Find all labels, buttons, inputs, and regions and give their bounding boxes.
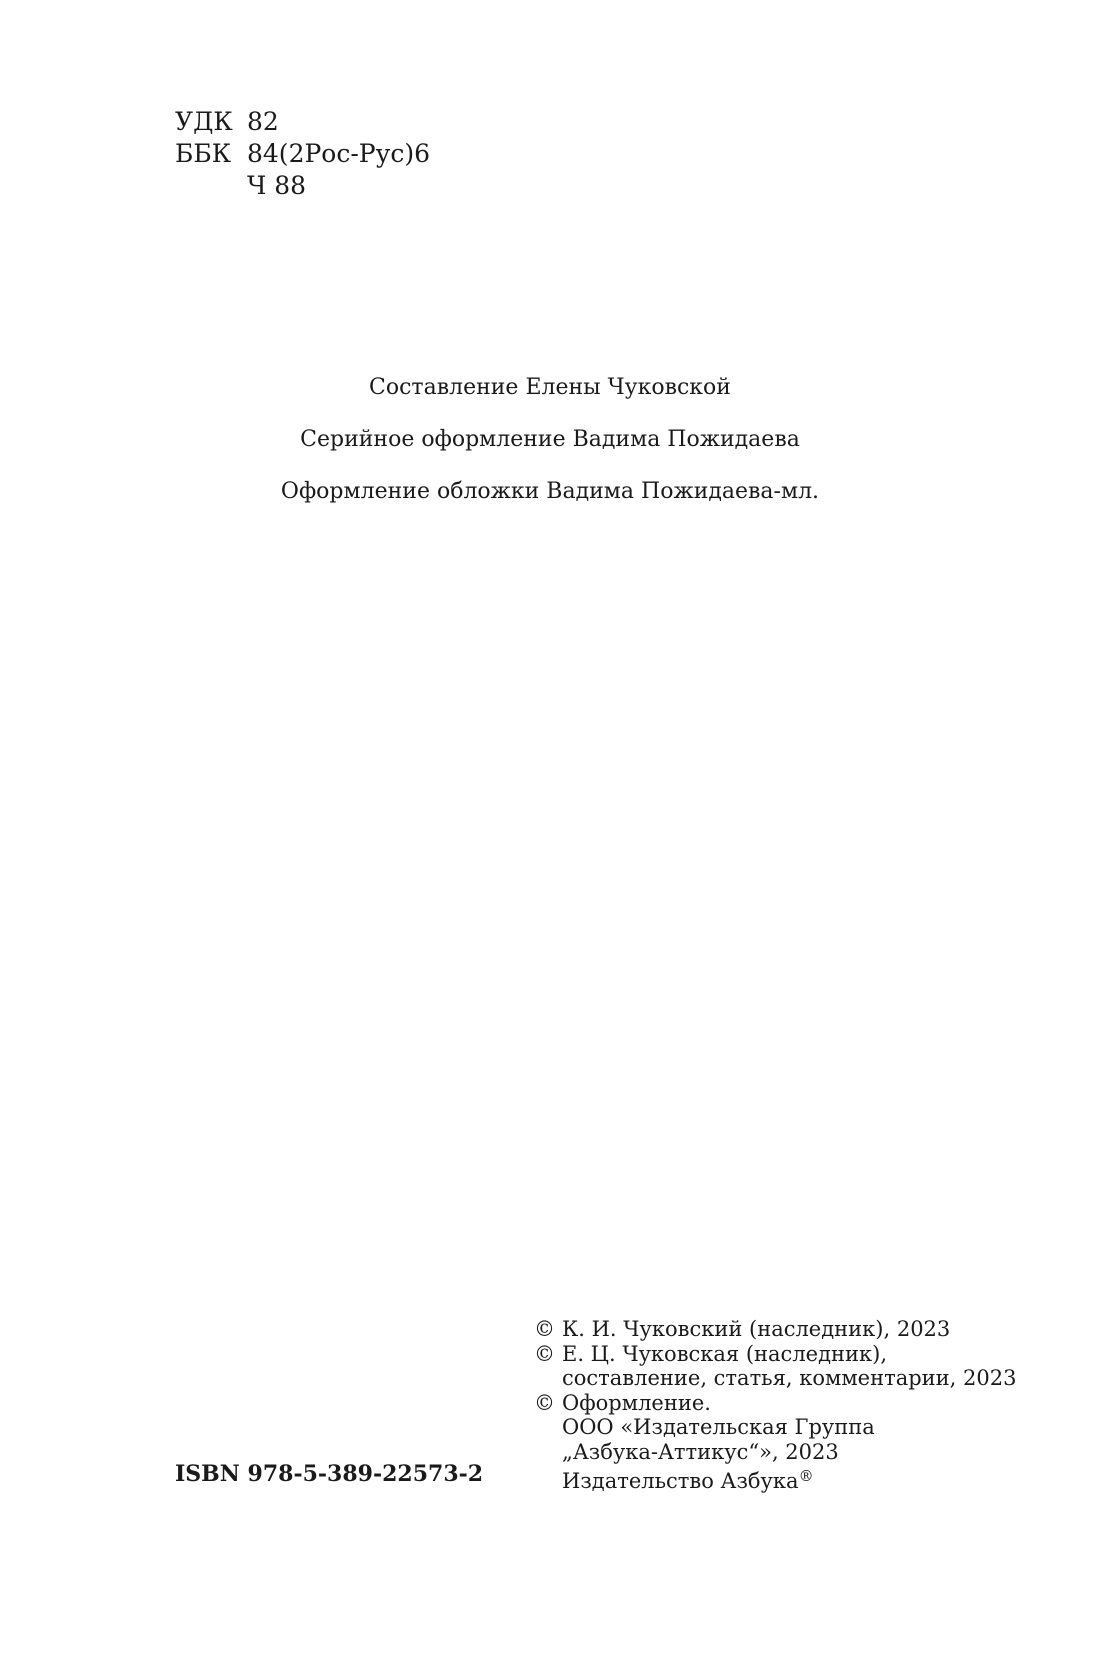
publisher-group-line: ООО «Издательская Группа — [562, 1415, 875, 1439]
bbk-row — [175, 138, 430, 170]
isbn: ISBN 978-5-389-22573-2 — [175, 1461, 484, 1487]
compiler-credit: Составление Елены Чуковской — [369, 375, 731, 400]
author-mark-value: Ч 88 — [247, 171, 307, 200]
copyright-entry-2 — [534, 1342, 1016, 1367]
copyright-block — [534, 1317, 1016, 1494]
copyright-symbol: © — [534, 1341, 555, 1366]
publisher-name-line: „Азбука-Аттикус“», 2023 — [562, 1439, 839, 1464]
udk-label: УДК — [175, 107, 233, 136]
series-design-credit: Серийное оформление Вадима Пожидаева — [300, 427, 800, 452]
publisher-imprint-line — [534, 1464, 1016, 1494]
cover-design-credit: Оформление обложки Вадима Пожидаева-мл. — [280, 479, 820, 504]
copyright-entry-1 — [534, 1317, 1016, 1342]
registered-trademark-mark: ® — [798, 1467, 814, 1485]
udk-value: 82 — [247, 107, 279, 136]
copyright-symbol: © — [534, 1317, 555, 1341]
copyright-entry-2-text: Е. Ц. Чуковская (наследник), — [562, 1341, 888, 1366]
copyright-entry-2-continuation: составление, статья, комментарии, 2023 — [562, 1366, 1017, 1390]
copyright-symbol: © — [534, 1390, 555, 1415]
publisher-imprint-text: Издательство Азбука — [562, 1469, 799, 1493]
bbk-label: ББК — [175, 139, 232, 168]
credits-block — [0, 372, 1100, 528]
author-mark-label — [175, 170, 247, 202]
author-mark-row — [175, 170, 430, 202]
copyright-entry-3-text: Оформление. — [562, 1390, 711, 1415]
bbk-value: 84(2Рос-Рус)6 — [247, 139, 430, 168]
udk-row — [175, 106, 430, 138]
copyright-entry-3 — [534, 1391, 1016, 1416]
classification-block — [175, 106, 430, 202]
copyright-entry-1-text: К. И. Чуковский (наследник), 2023 — [562, 1317, 951, 1341]
